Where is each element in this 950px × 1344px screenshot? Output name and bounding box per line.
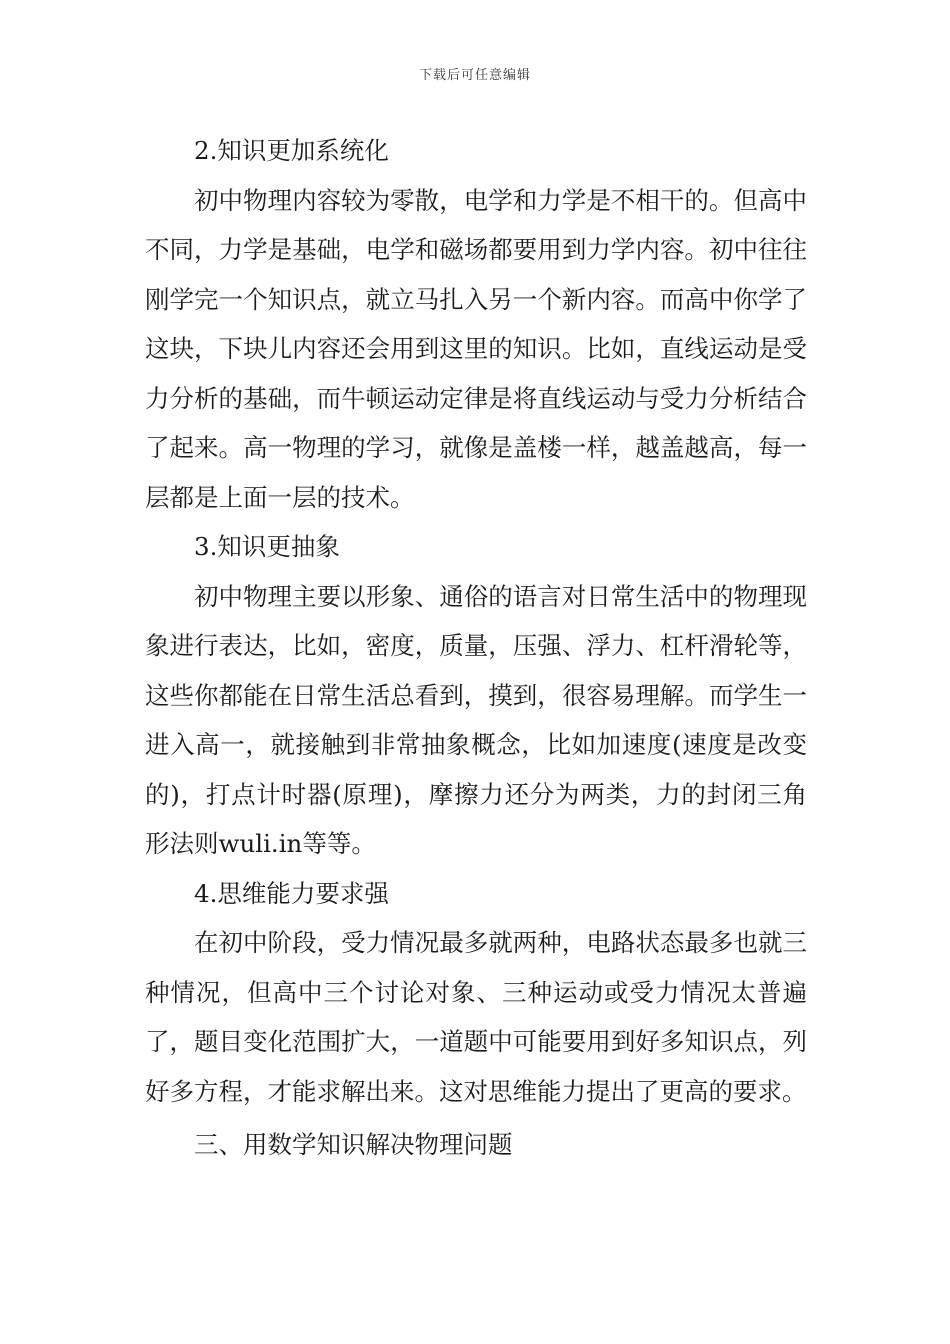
paragraph-system: 初中物理内容较为零散，电学和力学是不相干的。但高中不同，力学是基础，电学和磁场都要用到力学内容。初中往往刚学完一个知识点，就立马扎入另一个新内容。而高中你学了这块，下块儿内容还会用到这里的知识。比如，直线运动是受力分析的基础，而牛顿运动定律是将直线运动与受力分析结合了起来。高一物理的学习，就像是盖楼一样，越盖越高，每一层都是上面一层的技术。 [145, 185, 807, 512]
section-heading-math: 三、用数学知识解决物理问题 [194, 1130, 513, 1159]
section-heading-3: 3.知识更抽象 [194, 532, 340, 561]
paragraph-abstract: 初中物理主要以形象、通俗的语言对日常生活中的物理现象进行表达，比如，密度，质量，压强、浮力、杠杆滑轮等，这些你都能在日常生活总看到，摸到，很容易理解。而学生一进入高一，就接触到非常抽象概念，比如加速度(速度是改变的)，打点计时器(原理)，摩擦力还分为两类，力的封闭三角形法则wuli.in等等。 [145, 581, 807, 858]
section-heading-2: 2.知识更加系统化 [194, 136, 389, 165]
section-heading-4: 4.思维能力要求强 [194, 878, 389, 908]
page-header: 下载后可任意编辑 [418, 68, 531, 83]
document-body [145, 126, 807, 1170]
paragraph-thinking: 在初中阶段，受力情况最多就两种，电路状态最多也就三种情况，但高中三个讨论对象、三种运动或受力情况太普遍了，题目变化范围扩大，一道题中可能要用到好多知识点，列好多方程，才能求解出来。这对思维能力提出了更高的要求。 [145, 928, 807, 1106]
